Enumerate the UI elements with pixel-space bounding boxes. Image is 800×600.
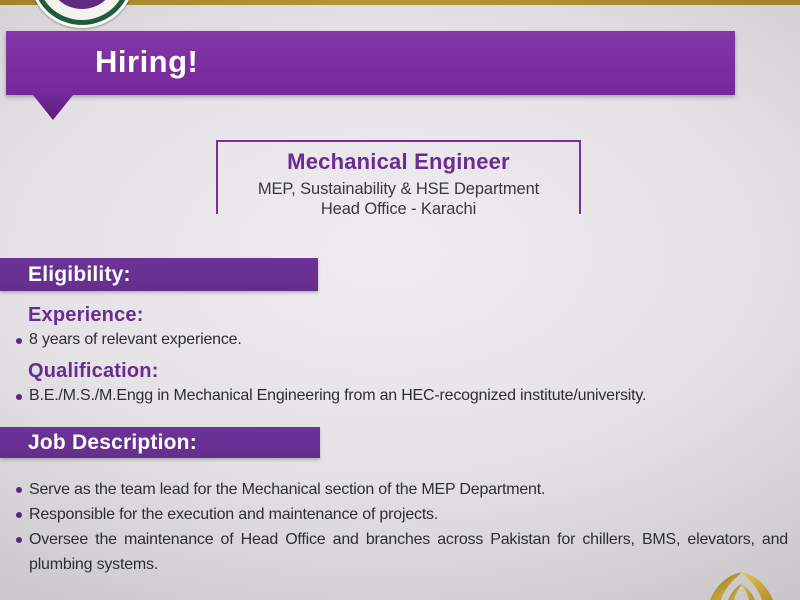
bullet-dot	[16, 394, 22, 400]
qualification-item	[16, 387, 788, 405]
job-description-item	[16, 527, 788, 577]
experience-item	[16, 331, 788, 349]
logo-letters	[49, 0, 115, 2]
job-location: Head Office - Karachi	[320, 200, 477, 218]
experience-heading: Experience:	[28, 304, 144, 326]
bullet-dot	[16, 487, 22, 493]
job-description-item-text: Serve as the team lead for the Mechanical section of the MEP Department.	[29, 481, 546, 498]
company-logo	[30, 0, 134, 28]
gold-laurel-icon	[680, 570, 800, 600]
job-description-item-text: Oversee the maintenance of Head Office and branches across Pakistan for chillers, BMS, elevators, and plumbing systems.	[29, 531, 788, 573]
experience-item-text: 8 years of relevant experience.	[29, 331, 242, 348]
job-title: Mechanical Engineer	[287, 149, 510, 174]
job-department: MEP, Sustainability & HSE Department	[257, 180, 540, 198]
job-title-card	[216, 140, 581, 218]
qualification-heading: Qualification:	[28, 360, 159, 382]
job-description-list	[16, 477, 788, 577]
job-description-item	[16, 477, 788, 502]
job-description-item-text: Responsible for the execution and maintenance of projects.	[29, 506, 439, 523]
job-description-banner: Job Description:	[0, 427, 320, 458]
bullet-dot	[16, 512, 22, 518]
logo-purple-center	[49, 0, 115, 9]
bullet-dot	[16, 537, 22, 543]
eligibility-banner: Eligibility:	[0, 258, 318, 291]
logo-green-ring	[33, 0, 131, 25]
hiring-ribbon	[6, 31, 735, 95]
hiring-title: Hiring!	[95, 44, 199, 79]
bullet-dot	[16, 338, 22, 344]
job-description-item	[16, 502, 788, 527]
qualification-item-text: B.E./M.S./M.Engg in Mechanical Engineering from an HEC-recognized institute/university.	[29, 387, 647, 404]
ribbon-fold	[33, 95, 73, 120]
